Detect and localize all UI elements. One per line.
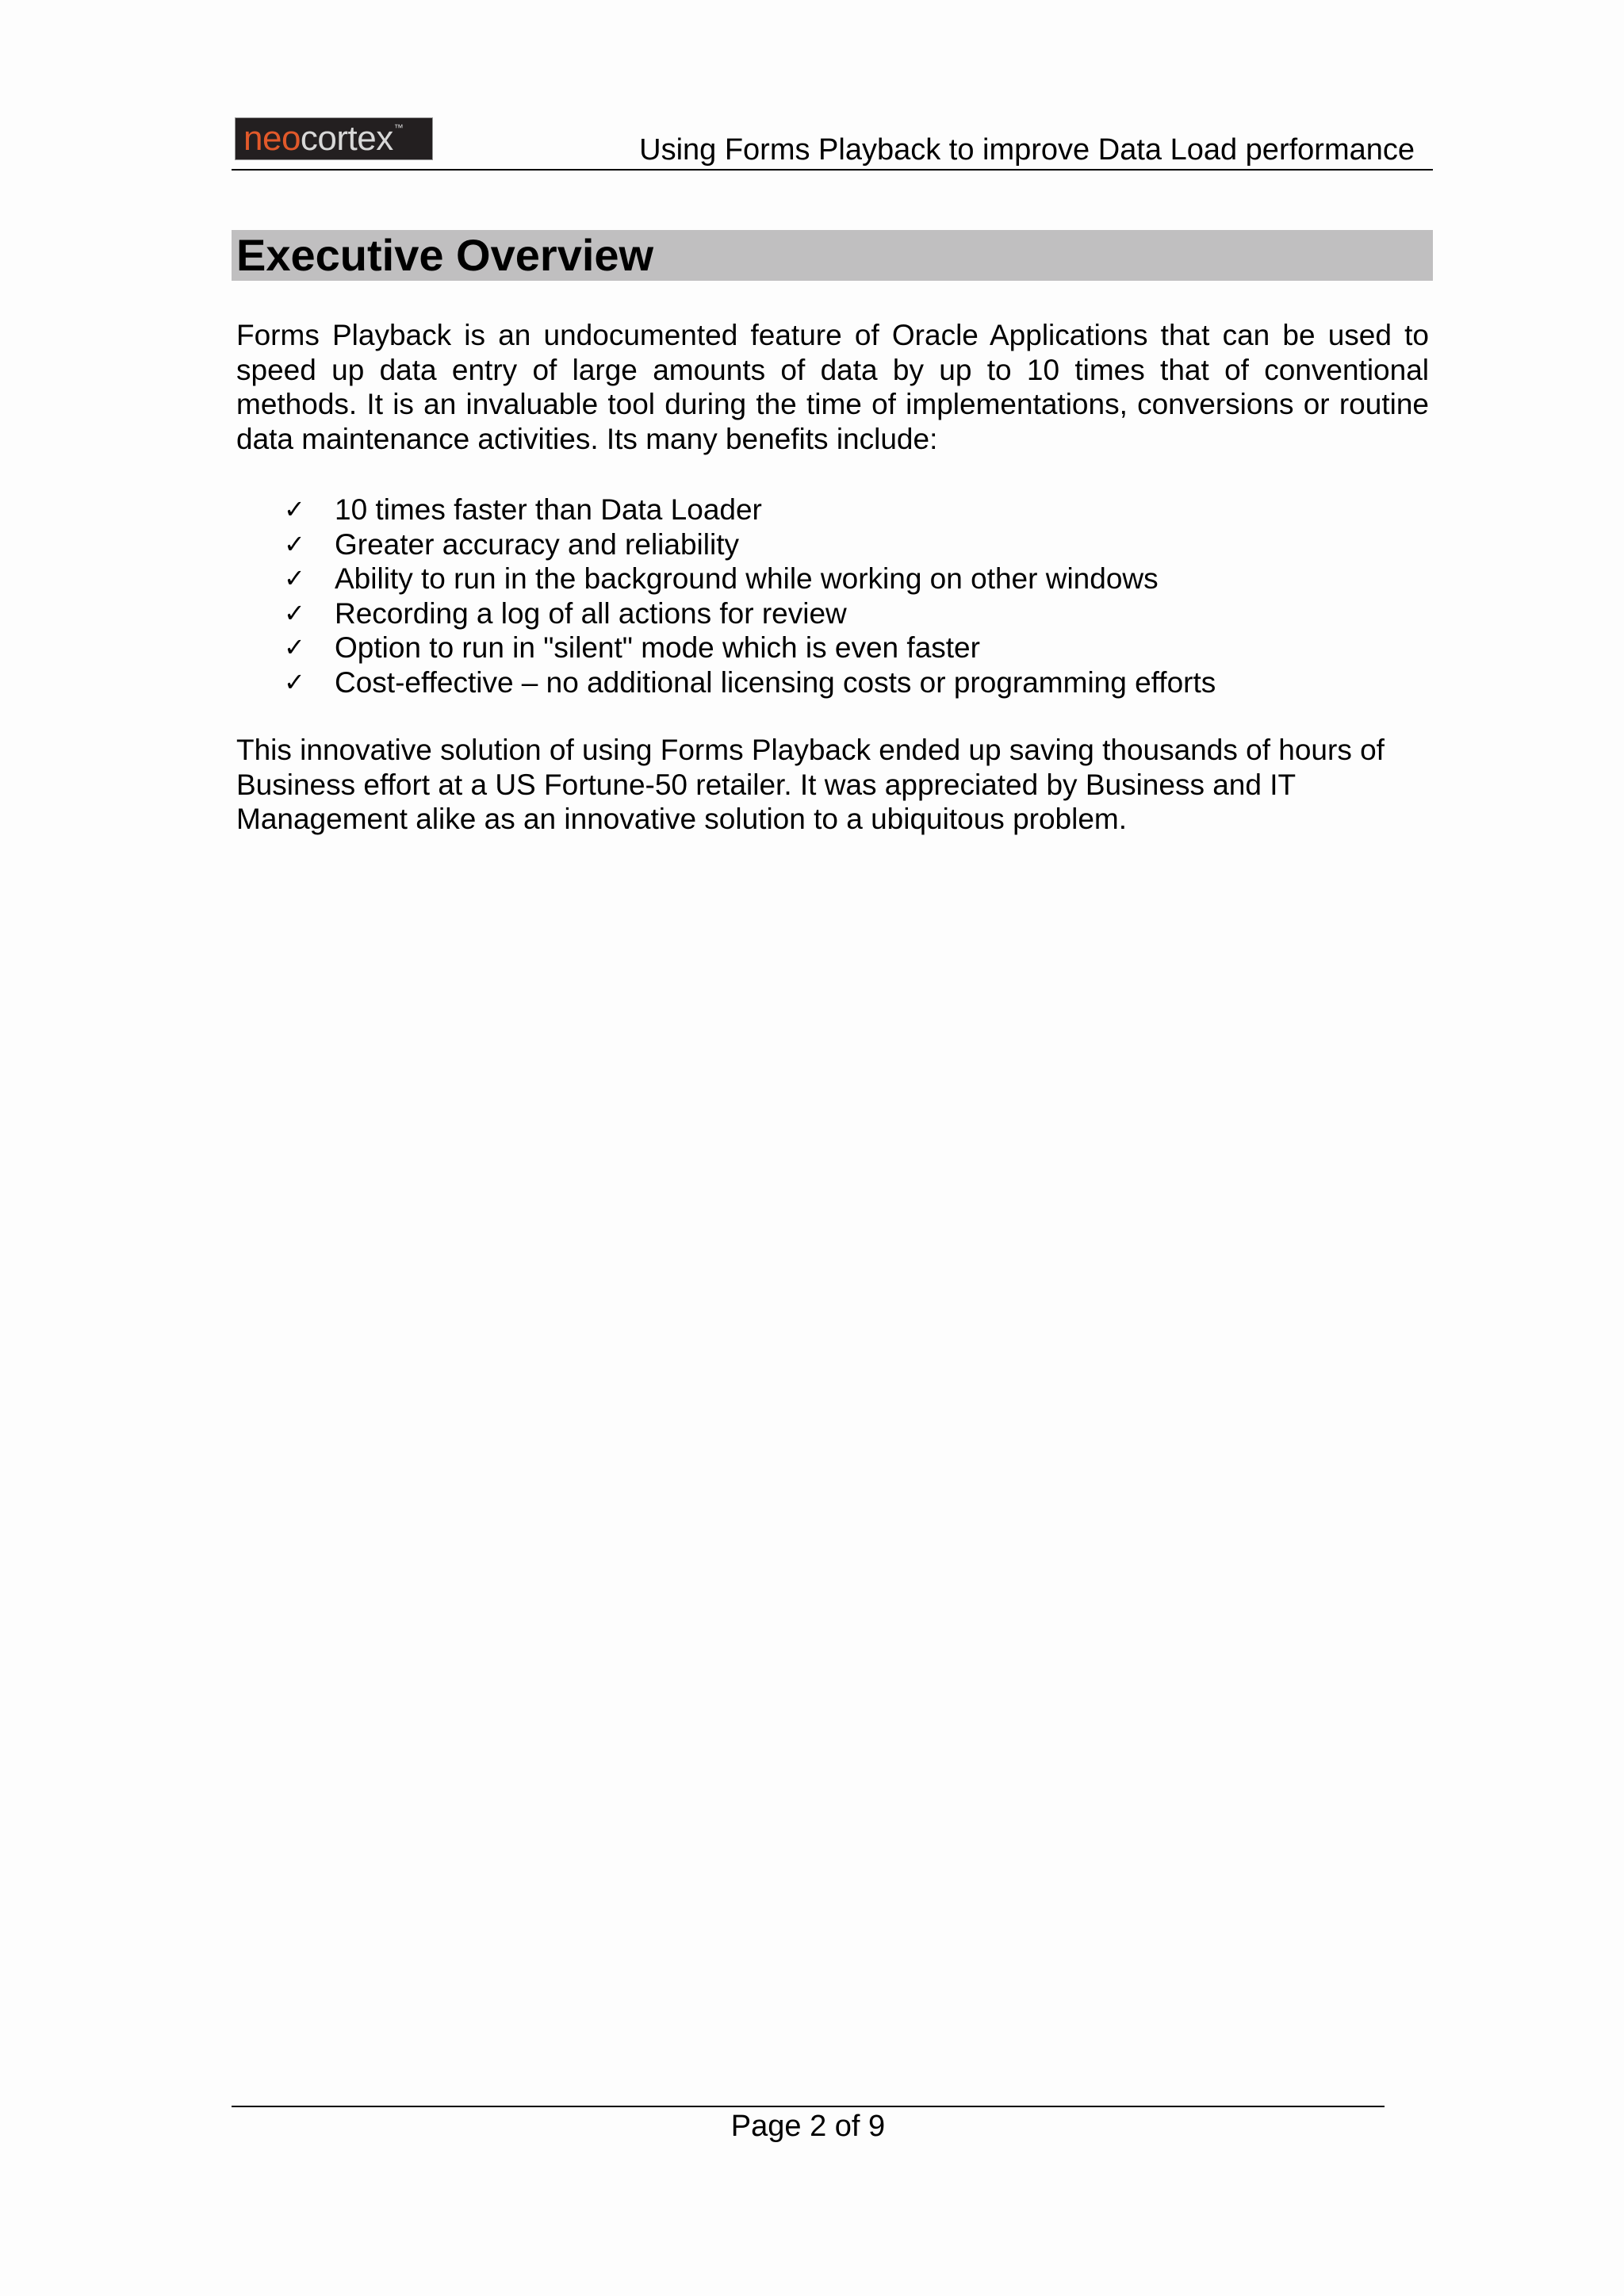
checkmark-icon: ✓	[284, 632, 305, 662]
section-heading: Executive Overview	[232, 230, 1433, 281]
checkmark-icon: ✓	[284, 597, 305, 628]
logo-part-cortex: cortex	[300, 119, 393, 158]
checkmark-icon: ✓	[284, 666, 305, 697]
document-header-title: Using Forms Playback to improve Data Load performance	[639, 133, 1415, 167]
checkmark-icon: ✓	[284, 494, 305, 524]
benefits-list	[284, 493, 1216, 700]
list-item	[284, 527, 1216, 562]
list-item	[284, 631, 1216, 665]
benefit-text: Cost-effective – no additional licensing costs or programming efforts	[335, 665, 1216, 699]
list-item	[284, 493, 1216, 527]
benefit-text: Ability to run in the background while working on other windows	[335, 562, 1159, 595]
benefit-text: Recording a log of all actions for review	[335, 596, 847, 630]
checkmark-icon: ✓	[284, 563, 305, 593]
closing-paragraph: This innovative solution of using Forms Playback ended up saving thousands of hours of Business effort at a US Fortune-50 retailer. It was appreciated by Business and IT Management alike as an innovative solution to a ubiquitous problem.	[236, 734, 1385, 835]
footer-divider	[232, 2106, 1385, 2107]
benefit-text: Greater accuracy and reliability	[335, 527, 739, 561]
list-item	[284, 562, 1216, 596]
header-divider	[232, 169, 1433, 171]
checkmark-icon: ✓	[284, 528, 305, 559]
logo-trademark: ™	[393, 122, 404, 133]
list-item	[284, 596, 1216, 631]
page-number: Page 2 of 9	[730, 2110, 886, 2143]
benefit-text: 10 times faster than Data Loader	[335, 493, 762, 526]
benefit-text: Option to run in "silent" mode which is even faster	[335, 631, 980, 664]
logo-part-neo: neo	[243, 119, 301, 158]
neocortex-logo	[235, 117, 433, 160]
intro-paragraph: Forms Playback is an undocumented feature of Oracle Applications that can be used to speed up data entry of large amounts of data by up to 10 times that of conventional methods. It is an invaluable tool during the time of implementations, conversions or routine data maintenance activities. Its many benefits include:	[236, 319, 1429, 455]
list-item	[284, 665, 1216, 700]
